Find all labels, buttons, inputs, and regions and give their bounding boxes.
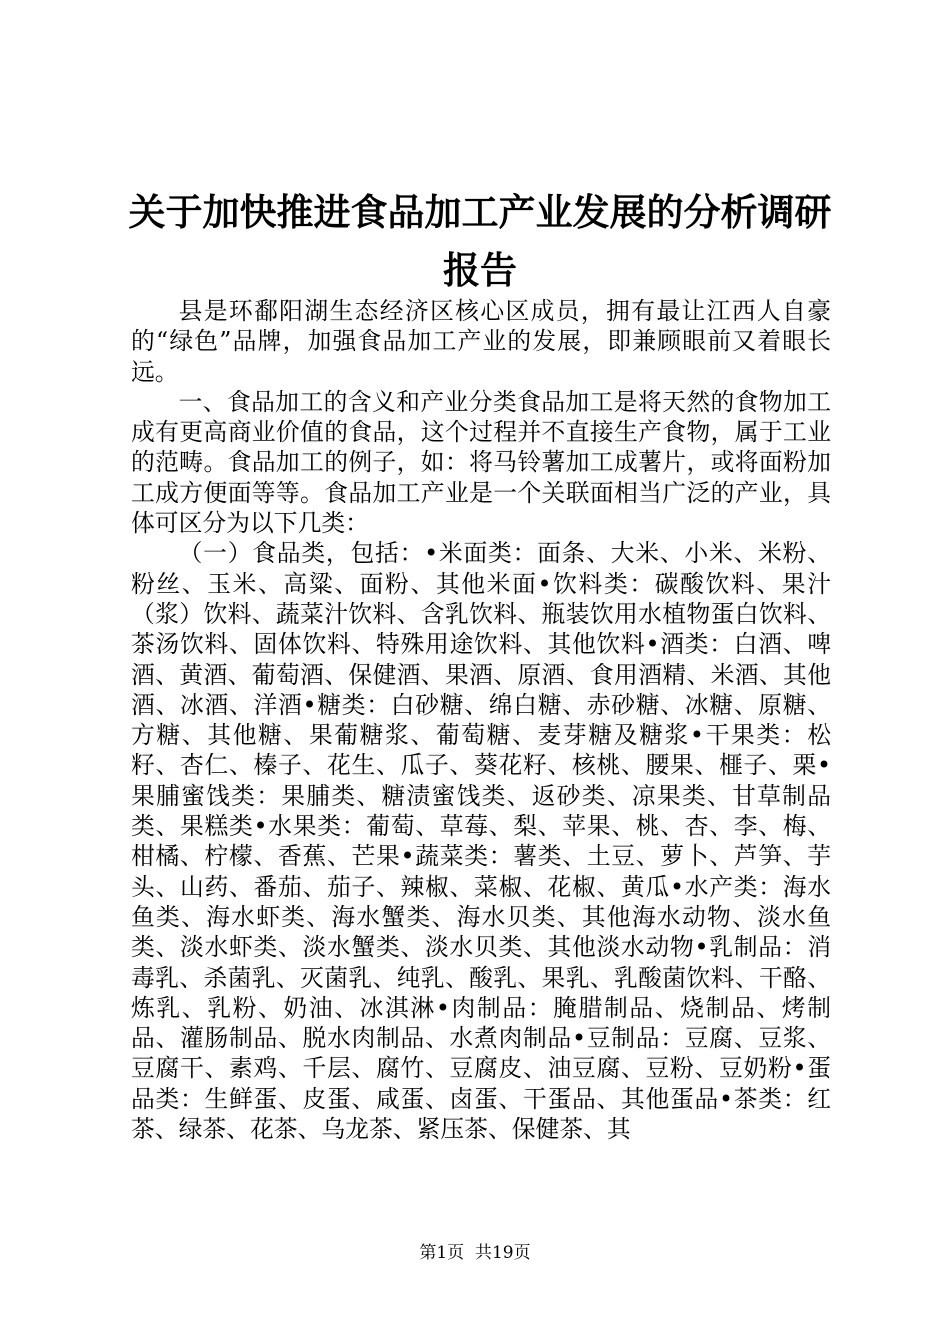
paragraph-food-categories: （一）食品类，包括：•米面类：面条、大米、小米、米粉、粉丝、玉米、高粱、面粉、其他米面•饮料类：碳酸饮料、果汁（浆）饮料、蔬菜汁饮料、含乳饮料、瓶装饮用水植物蛋白饮料、茶汤饮料、固体饮料、特殊用途饮料、其他饮料•酒类：白酒、啤酒、黄酒、葡萄酒、保健酒、果酒、原酒、食用酒精、米酒、其他酒、冰酒、洋酒•糖类：白砂糖、绵白糖、赤砂糖、冰糖、原糖、方糖、其他糖、果葡糖浆、葡萄糖、麦芽糖及糖浆•干果类：松籽、杏仁、榛子、花生、瓜子、葵花籽、核桃、腰果、榧子、栗•果脯蜜饯类：果脯类、糖渍蜜饯类、返砂类、凉果类、甘草制品类、果糕类•水果类：葡萄、草莓、梨、苹果、桃、杏、李、梅、柑橘、柠檬、香蕉、芒果•蔬菜类：薯类、土豆、萝卜、芦笋、芋头、山药、番茄、茄子、辣椒、菜椒、花椒、黄瓜•水产类：海水鱼类、海水虾类、海水蟹类、海水贝类、其他海水动物、淡水鱼类、淡水虾类、淡水蟹类、淡水贝类、其他淡水动物•乳制品：消毒乳、杀菌乳、灭菌乳、纯乳、酸乳、果乳、乳酸菌饮料、干酪、炼乳、乳粉、奶油、冰淇淋•肉制品：腌腊制品、烧制品、烤制品、灌肠制品、脱水肉制品、水煮肉制品•豆制品：豆腐、豆浆、豆腐干、素鸡、千层、腐竹、豆腐皮、油豆腐、豆粉、豆奶粉•蛋品类：生鲜蛋、皮蛋、咸蛋、卤蛋、干蛋品、其他蛋品•茶类：红茶、绿茶、花茶、乌龙茶、紧压茶、保健茶、其 [131, 539, 831, 1144]
page-number: 第1页 共19页 [419, 1243, 531, 1263]
document-body [131, 296, 831, 1144]
paragraph-intro: 县是环鄱阳湖生态经济区核心区成员，拥有最让江西人自豪的“绿色”品牌，加强食品加工产业的发展，即兼顾眼前又着眼长远。 [131, 297, 831, 386]
document-title: 关于加快推进食品加工产业发展的分析调研报告 [128, 191, 832, 292]
paragraph-section-one: 一、食品加工的含义和产业分类食品加工是将天然的食物加工成有更高商业价值的食品，这个过程并不直接生产食物，属于工业的范畴。食品加工的例子，如：将马铃薯加工成薯片，或将面粉加工成方便面等等。食品加工产业是一个关联面相当广泛的产业，具体可区分为以下几类： [131, 387, 831, 538]
page-footer [0, 1241, 950, 1265]
